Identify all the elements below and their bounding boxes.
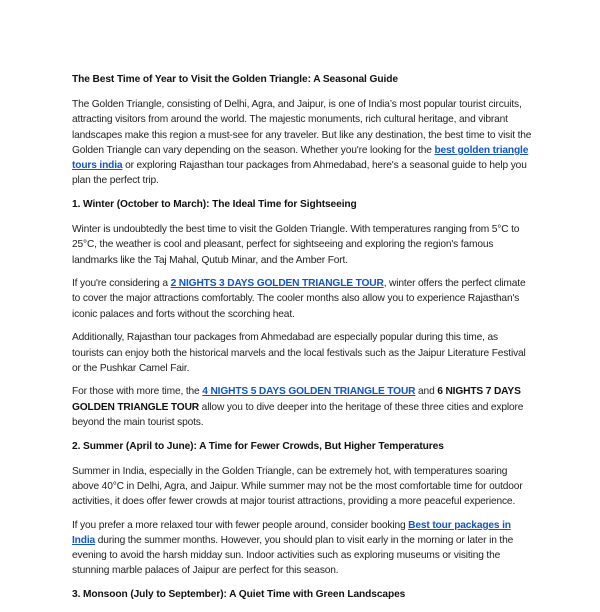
- winter-paragraph-1: Winter is undoubtedly the best time to visit the Golden Triangle. With temperatures ranging from 5°C to 25°C, the weather is cool and pleasant, perfect for sightseeing and exploring the region's famous landmarks like the Taj Mahal, Qutub Minar, and the Amber Fort.: [72, 224, 520, 266]
- best-golden-triangle-tours-link[interactable]: best golden triangle tours india: [72, 144, 529, 172]
- document-title: The Best Time of Year to Visit the Golden Triangle: A Seasonal Guide: [72, 74, 398, 85]
- winter-p4-mid: and: [415, 386, 438, 398]
- monsoon-heading: 3. Monsoon (July to September): A Quiet Time with Green Landscapes: [72, 589, 406, 601]
- document-page: [72, 72, 532, 612]
- six-nights-tour-bold: 6 NIGHTS 7 DAYS GOLDEN TRIANGLE TOUR: [72, 386, 521, 413]
- best-tour-packages-link[interactable]: Best tour packages in India: [72, 519, 511, 547]
- winter-paragraph-2: [72, 276, 532, 322]
- intro-text-before: The Golden Triangle, consisting of Delhi, Agra, and Jaipur, is one of India’s most popular tourist circuits, attracting visitors from around the world. The majestic monuments, rich cultural heritage, and vibrant landscapes make this region a must-see for any traveler. But like any destination, the best time to visit the Golden Triangle can vary depending on the season. Whether you're looking for the: [72, 99, 532, 156]
- winter-p2-before: If you're considering a: [72, 278, 171, 290]
- intro-text-after: or exploring Rajasthan tour packages from Ahmedabad, here's a seasonal guide to help you plan the perfect trip.: [72, 160, 527, 187]
- winter-p4-after: allow you to dive deeper into the heritage of these three cities and explore beyond the main tourist spots.: [72, 401, 524, 428]
- winter-paragraph-4: [72, 384, 532, 430]
- two-nights-tour-link[interactable]: 2 NIGHTS 3 DAYS GOLDEN TRIANGLE TOUR: [170, 278, 384, 290]
- summer-paragraph-1: Summer in India, especially in the Golden Triangle, can be extremely hot, with temperatures soaring above 40°C in Delhi, Agra, and Jaipur. While summer may not be the most comfortable time for outdoor activities, it does offer fewer crowds at major tourist attractions, providing a more peaceful experience.: [72, 465, 523, 508]
- winter-heading: 1. Winter (October to March): The Ideal Time for Sightseeing: [72, 198, 357, 210]
- four-nights-tour-link[interactable]: 4 NIGHTS 5 DAYS GOLDEN TRIANGLE TOUR: [202, 386, 416, 398]
- summer-p2-after: during the summer months. However, you should plan to visit early in the morning or later in the evening to avoid the harsh midday sun. Indoor activities such as exploring museums or visiting the stunning marble palaces of Jaipur are perfect for this season.: [72, 535, 514, 577]
- winter-paragraph-3: Additionally, Rajasthan tour packages from Ahmedabad are especially popular during this time, as tourists can enjoy both the historical marvels and the local festivals such as the Jaipur Literature Festival or the Pushkar Camel Fair.: [72, 332, 526, 374]
- intro-paragraph: [72, 97, 532, 188]
- summer-paragraph-2: [72, 518, 532, 579]
- summer-heading: 2. Summer (April to June): A Time for Fewer Crowds, But Higher Temperatures: [72, 440, 444, 452]
- winter-p4-before: For those with more time, the: [72, 386, 203, 398]
- winter-p2-after: , winter offers the perfect climate to cover the major attractions comfortably. The cooler months also allow you to experience Rajasthan's iconic palaces and forts without the scorching heat.: [72, 278, 526, 320]
- summer-p2-before: If you prefer a more relaxed tour with fewer people around, consider booking: [72, 519, 409, 531]
